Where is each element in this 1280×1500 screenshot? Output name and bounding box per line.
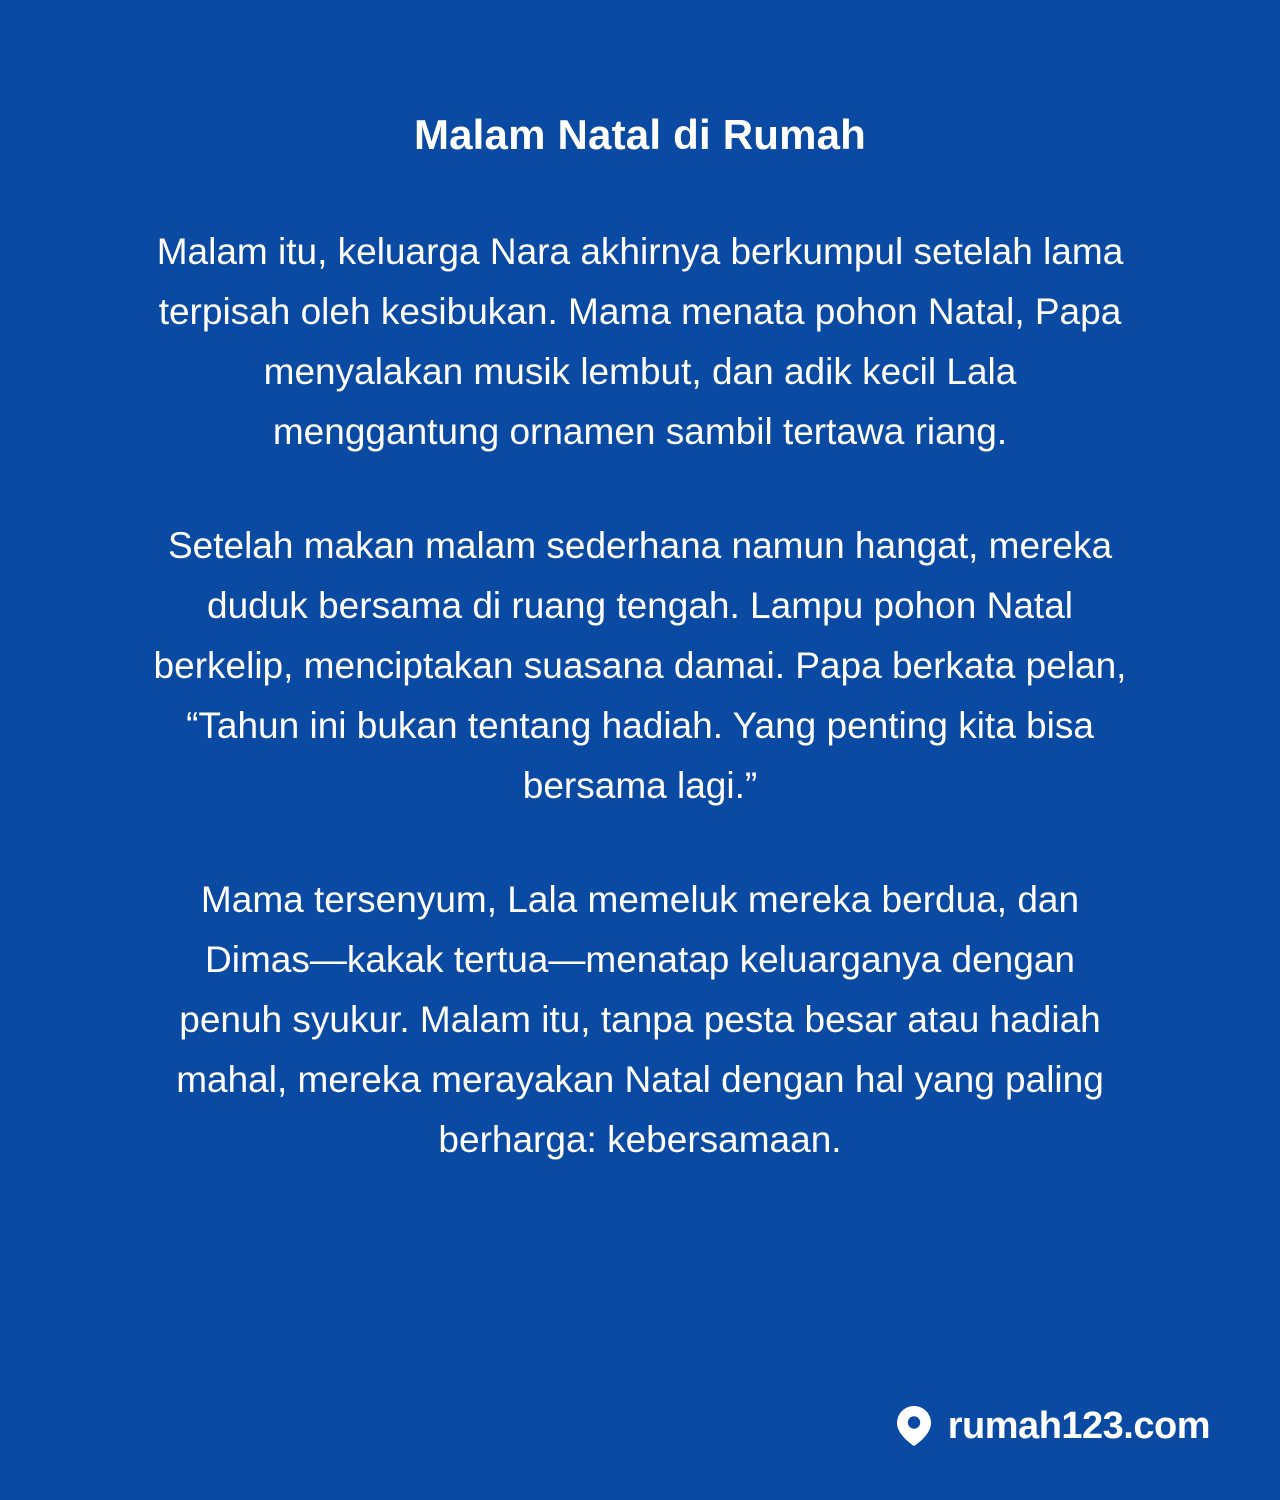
paragraph: Setelah makan malam sederhana namun hangat, mereka duduk bersama di ruang tengah. Lampu pohon Natal berkelip, menciptakan suasana damai. Papa berkata pelan, “Tahun ini bukan tentang hadiah. Yang penting kita bisa bersama lagi.” xyxy=(153,525,1127,806)
paragraph: Mama tersenyum, Lala memeluk mereka berdua, dan Dimas—kakak tertua—menatap keluarganya dengan penuh syukur. Malam itu, tanpa pesta besar atau hadiah mahal, mereka merayakan Natal dengan hal yang paling berharga: kebersamaan. xyxy=(176,878,1104,1160)
map-pin-icon xyxy=(892,1404,936,1448)
watermark-text: rumah123.com xyxy=(947,1405,1210,1447)
page-title: Malam Natal di Rumah xyxy=(413,111,867,158)
watermark xyxy=(892,1404,1210,1448)
paragraph: Malam itu, keluarga Nara akhirnya berkumpul setelah lama terpisah oleh kesibukan. Mama menata pohon Natal, Papa menyalakan musik lembut, dan adik kecil Lala menggantung ornamen sambil tertawa riang. xyxy=(156,231,1124,453)
story-body xyxy=(150,222,1130,1169)
